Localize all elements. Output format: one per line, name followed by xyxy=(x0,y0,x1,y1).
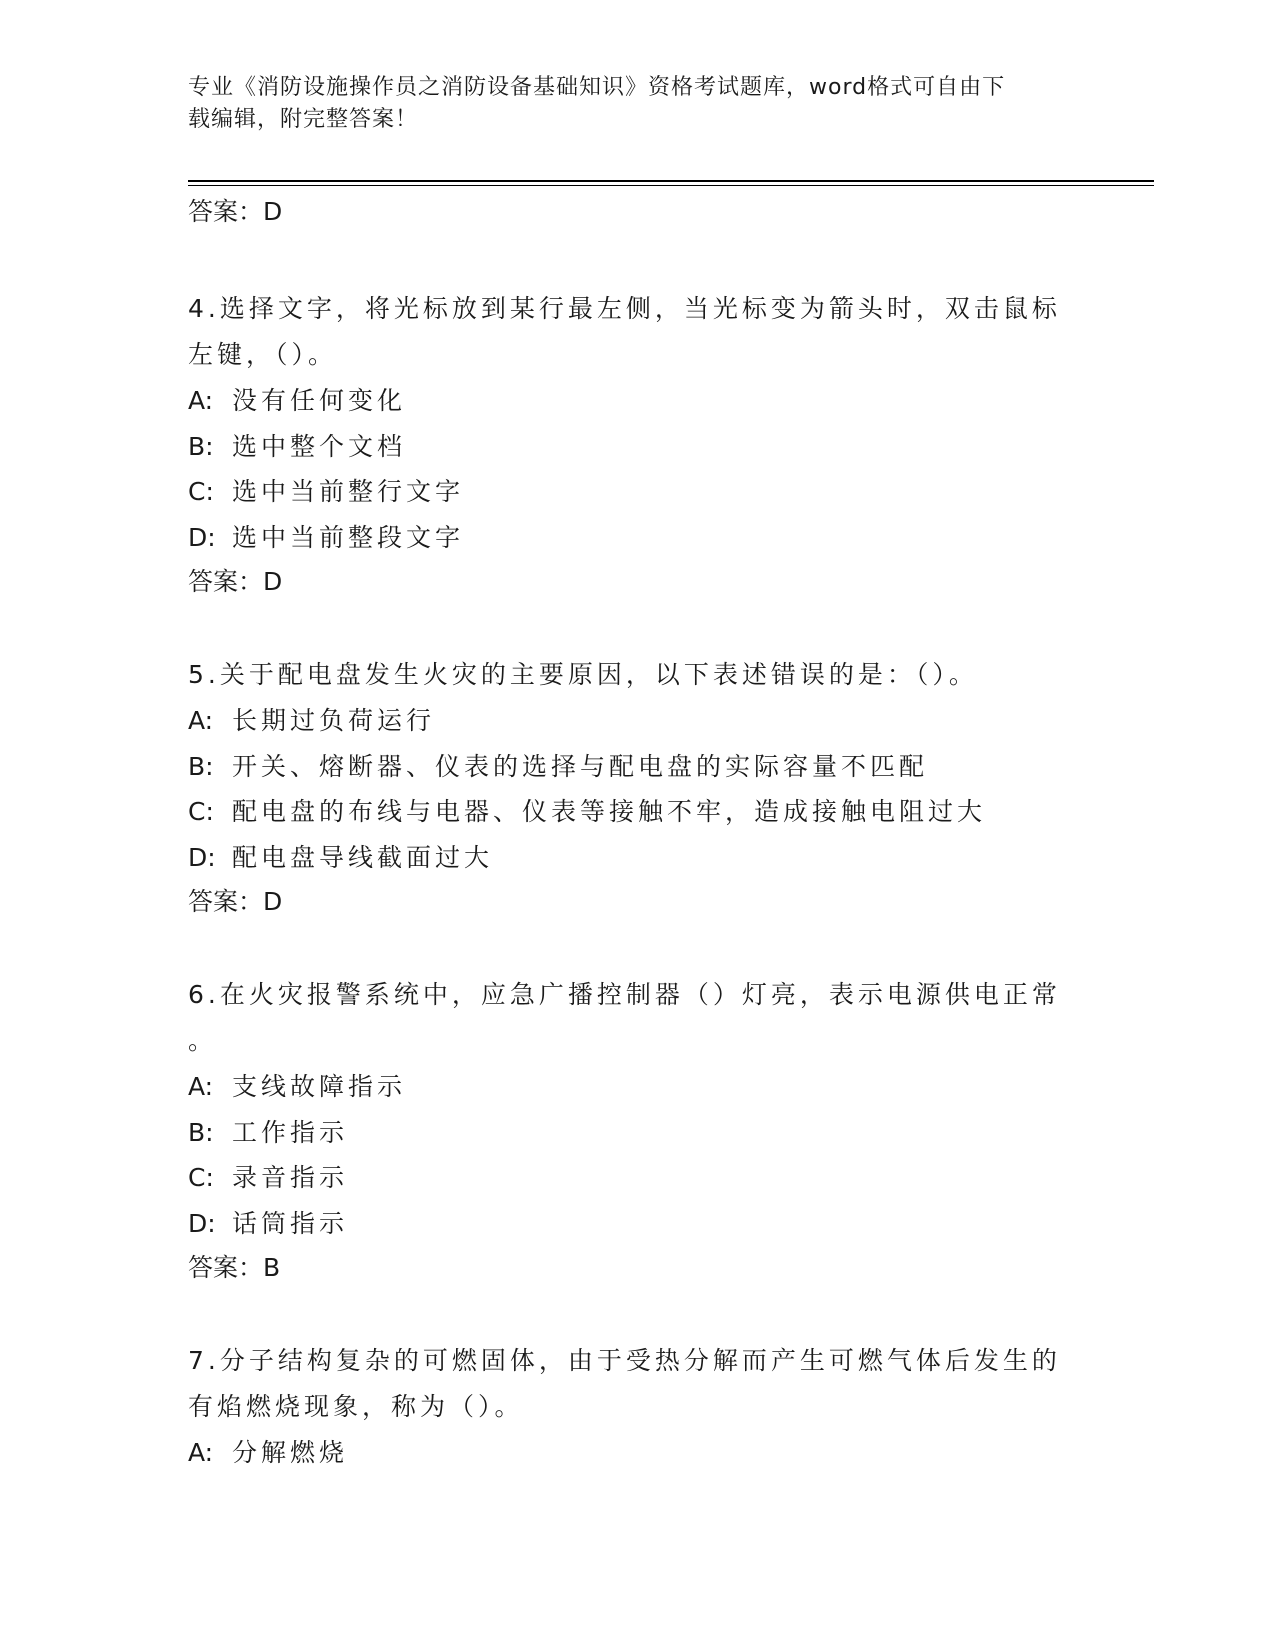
option-letter: A: xyxy=(188,386,214,415)
answer: 答案：D xyxy=(188,887,283,916)
header-line-2: 载编辑，附完整答案！ xyxy=(188,107,419,132)
header-rule-thin xyxy=(188,185,1154,186)
question-text-line: 左键，（）。 xyxy=(188,340,338,369)
option-text: 配电盘导线截面过大 xyxy=(232,842,494,872)
option-text: 选中当前整段文字 xyxy=(232,522,465,552)
option-text: 长期过负荷运行 xyxy=(232,706,436,735)
page-header xyxy=(188,72,1068,136)
question-text-line: 7.分子结构复杂的可燃固体，由于受热分解而产生可燃气体后发生的 xyxy=(188,1346,1061,1375)
answer: 答案：D xyxy=(188,567,283,596)
option-d xyxy=(188,515,1088,561)
option-letter: D: xyxy=(188,522,216,552)
option-c xyxy=(188,789,1088,835)
header-line-1: 专业《消防设施操作员之消防设备基础知识》资格考试题库，word格式可自由下 xyxy=(188,75,1006,100)
question-text-line: 。 xyxy=(188,1026,218,1055)
question-text xyxy=(188,1338,1088,1430)
option-text: 没有任何变化 xyxy=(232,386,407,415)
option-letter: A: xyxy=(188,1072,214,1101)
option-a xyxy=(188,1430,1088,1476)
option-a xyxy=(188,1064,1088,1110)
option-text: 录音指示 xyxy=(232,1163,349,1192)
option-text: 工作指示 xyxy=(232,1117,349,1147)
option-c xyxy=(188,1155,1088,1201)
option-b xyxy=(188,1110,1088,1156)
option-text: 选中当前整行文字 xyxy=(232,477,465,506)
option-letter: C: xyxy=(188,1163,214,1192)
question-text xyxy=(188,652,1088,698)
question-text-line: 有焰燃烧现象，称为（）。 xyxy=(188,1392,524,1421)
question-text-line: 6.在火灾报警系统中，应急广播控制器（）灯亮，表示电源供电正常 xyxy=(188,980,1061,1009)
option-c xyxy=(188,469,1088,515)
option-letter: B: xyxy=(188,431,214,461)
option-text: 支线故障指示 xyxy=(232,1072,407,1101)
header-rule-thick xyxy=(188,180,1154,182)
question-text xyxy=(188,972,1088,1064)
option-text: 分解燃烧 xyxy=(232,1438,349,1467)
option-b xyxy=(188,424,1088,470)
question-7 xyxy=(188,1338,1088,1476)
option-a xyxy=(188,698,1088,744)
option-letter: D: xyxy=(188,842,216,872)
option-letter: C: xyxy=(188,797,214,826)
option-letter: C: xyxy=(188,477,214,506)
question-text xyxy=(188,286,1088,378)
option-letter: B: xyxy=(188,751,214,781)
option-letter: A: xyxy=(188,1438,214,1467)
option-letter: B: xyxy=(188,1117,214,1147)
question-5 xyxy=(188,652,1088,924)
option-d xyxy=(188,1201,1088,1247)
document-body xyxy=(188,190,1088,1476)
question-6 xyxy=(188,972,1088,1290)
option-a xyxy=(188,378,1088,424)
option-text: 开关、熔断器、仪表的选择与配电盘的实际容量不匹配 xyxy=(232,751,929,781)
option-text: 选中整个文档 xyxy=(232,431,407,461)
question-4 xyxy=(188,286,1088,604)
option-text: 话筒指示 xyxy=(232,1208,349,1238)
option-text: 配电盘的布线与电器、仪表等接触不牢，造成接触电阻过大 xyxy=(232,797,987,826)
option-b xyxy=(188,744,1088,790)
question-text-line: 5.关于配电盘发生火灾的主要原因，以下表述错误的是：（）。 xyxy=(188,660,978,689)
option-letter: D: xyxy=(188,1208,216,1238)
answer: 答案：B xyxy=(188,1253,281,1282)
previous-answer: 答案：D xyxy=(188,197,283,226)
option-d xyxy=(188,835,1088,881)
option-letter: A: xyxy=(188,706,214,735)
question-text-line: 4.选择文字，将光标放到某行最左侧，当光标变为箭头时，双击鼠标 xyxy=(188,294,1061,323)
